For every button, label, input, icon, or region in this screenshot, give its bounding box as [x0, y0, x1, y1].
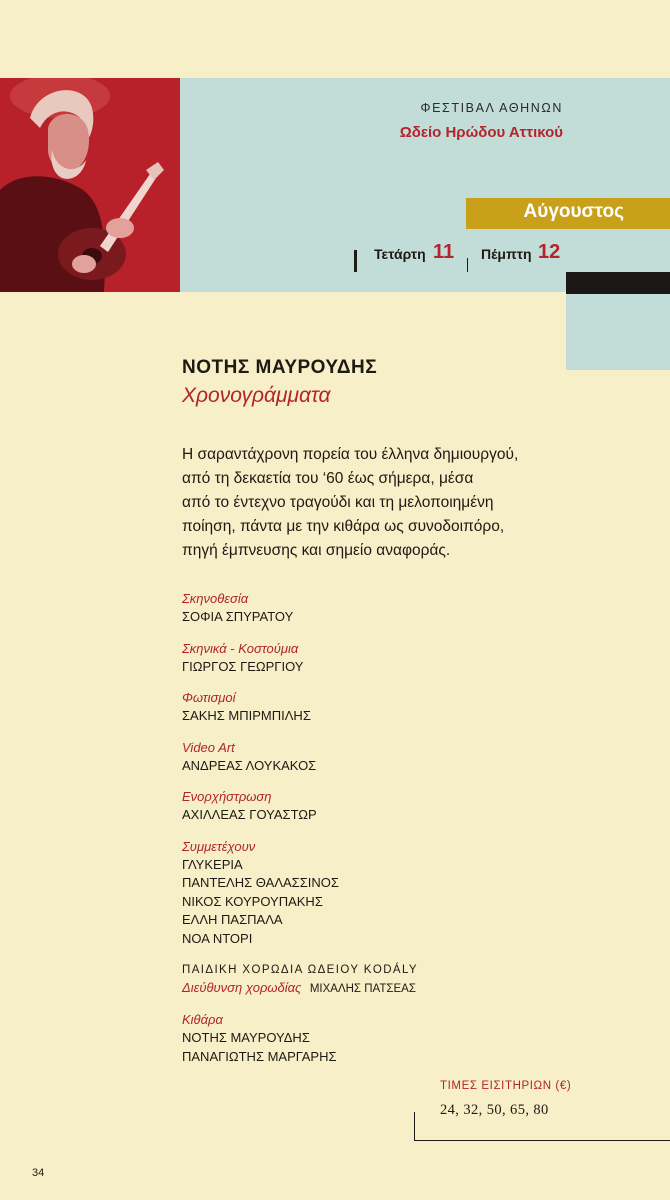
date-day-1: Τετάρτη	[374, 246, 426, 262]
credit-role: Ενορχήστρωση	[182, 789, 272, 804]
credit-role: Κιθάρα	[182, 1012, 223, 1027]
credit-name: ΣΟΦΙΑ ΣΠΥΡΑΤΟΥ	[182, 609, 294, 624]
credit-name: ΝΟΤΗΣ ΜΑΥΡΟΥΔΗΣ	[182, 1030, 310, 1045]
credit-role: Σκηνοθεσία	[182, 591, 249, 606]
credit-guitar	[182, 1011, 482, 1066]
credit-name: ΓΙΩΡΓΟΣ ΓΕΩΡΓΙΟΥ	[182, 658, 304, 674]
description-line: από τη δεκαετία του ‘60 έως σήμερα, μέσα	[182, 470, 474, 487]
ticket-prices: 24, 32, 50, 65, 80	[440, 1102, 549, 1118]
date-number-1: 11	[433, 241, 455, 263]
credit-role: Συμμετέχουν	[182, 838, 256, 854]
artist-name: ΝΟΤΗΣ ΜΑΥΡΟΥΔΗΣ	[182, 357, 378, 378]
venue-title: Ωδείο Ηρώδου Αττικού	[399, 124, 563, 141]
ticket-bracket-vertical	[414, 1112, 415, 1140]
credit-name: ΑΝΔΡΕΑΣ ΛΟΥΚΑΚΟΣ	[182, 757, 317, 773]
credit-role: Σκηνικά - Κοστούμια	[182, 640, 299, 656]
decorative-teal-block	[566, 294, 670, 370]
credit-name: ΝΟΑ ΝΤΟΡΙ	[182, 930, 253, 946]
month-label: Αύγουστος	[523, 201, 624, 222]
credit-video-art	[182, 739, 482, 776]
decorative-black-bar	[566, 272, 670, 294]
date-tick-mark	[354, 250, 357, 272]
credit-name: ΓΛΥΚΕΡΙΑ	[182, 856, 243, 872]
choir-director-name: ΜΙΧΑΛΗΣ ΠΑΤΣΕΑΣ	[309, 983, 416, 995]
credit-role: Video Art	[182, 739, 235, 755]
description	[182, 443, 572, 563]
credit-name: ΑΧΙΛΛΕΑΣ ΓΟΥΑΣΤΩΡ	[182, 807, 317, 822]
credit-sets-costumes	[182, 640, 482, 677]
festival-title: ΦΕΣΤΙΒΑΛ ΑΘΗΝΩΝ	[420, 101, 563, 115]
choir-director-role: Διεύθυνση χορωδίας	[182, 980, 302, 995]
credit-role: Φωτισμοί	[182, 690, 236, 705]
description-line: από το έντεχνο τραγούδι και τη μελοποιημένη	[182, 494, 494, 511]
credit-name: ΠΑΝΑΓΙΩΤΗΣ ΜΑΡΓΑΡΗΣ	[182, 1048, 337, 1064]
credit-name: ΝΙΚΟΣ ΚΟΥΡΟΥΠΑΚΗΣ	[182, 893, 323, 909]
credit-orchestration	[182, 788, 482, 825]
show-title: Χρονογράμματα	[182, 384, 331, 407]
credit-name: ΣΑΚΗΣ ΜΠΙΡΜΠΙΛΗΣ	[182, 708, 311, 723]
ticket-prices-label: ΤΙΜΕΣ ΕΙΣΙΤΗΡΙΩΝ (€)	[440, 1080, 572, 1092]
date-separator	[467, 258, 468, 272]
choir-name: ΠΑΙΔΙΚΗ ΧΟΡΩΔΙΑ ΩΔΕΙΟΥ KODÁLY	[182, 964, 418, 976]
credit-participants	[182, 838, 482, 949]
credits-list	[182, 590, 482, 1079]
description-line: Η σαραντάχρονη πορεία του έλληνα δημιουργού,	[182, 446, 519, 463]
credit-name: ΠΑΝΤΕΛΗΣ ΘΑΛΑΣΣΙΝΟΣ	[182, 875, 339, 890]
date-number-2: 12	[538, 241, 561, 263]
description-line: πηγή έμπνευσης και σημείο αναφοράς.	[182, 542, 451, 559]
date-day-2: Πέμπτη	[481, 246, 532, 262]
credit-direction	[182, 590, 482, 627]
choir-director-line	[182, 979, 482, 998]
credit-choir	[182, 961, 482, 998]
description-line: ποίηση, πάντα με την κιθάρα ως συνοδοιπόρο,	[182, 518, 505, 535]
ticket-bracket-horizontal	[414, 1140, 670, 1141]
month-bar	[466, 198, 670, 229]
credit-name: ΕΛΛΗ ΠΑΣΠΑΛΑ	[182, 912, 283, 927]
credit-lighting	[182, 689, 482, 726]
page-number: 34	[32, 1167, 45, 1179]
guitarist-photo	[0, 78, 180, 292]
